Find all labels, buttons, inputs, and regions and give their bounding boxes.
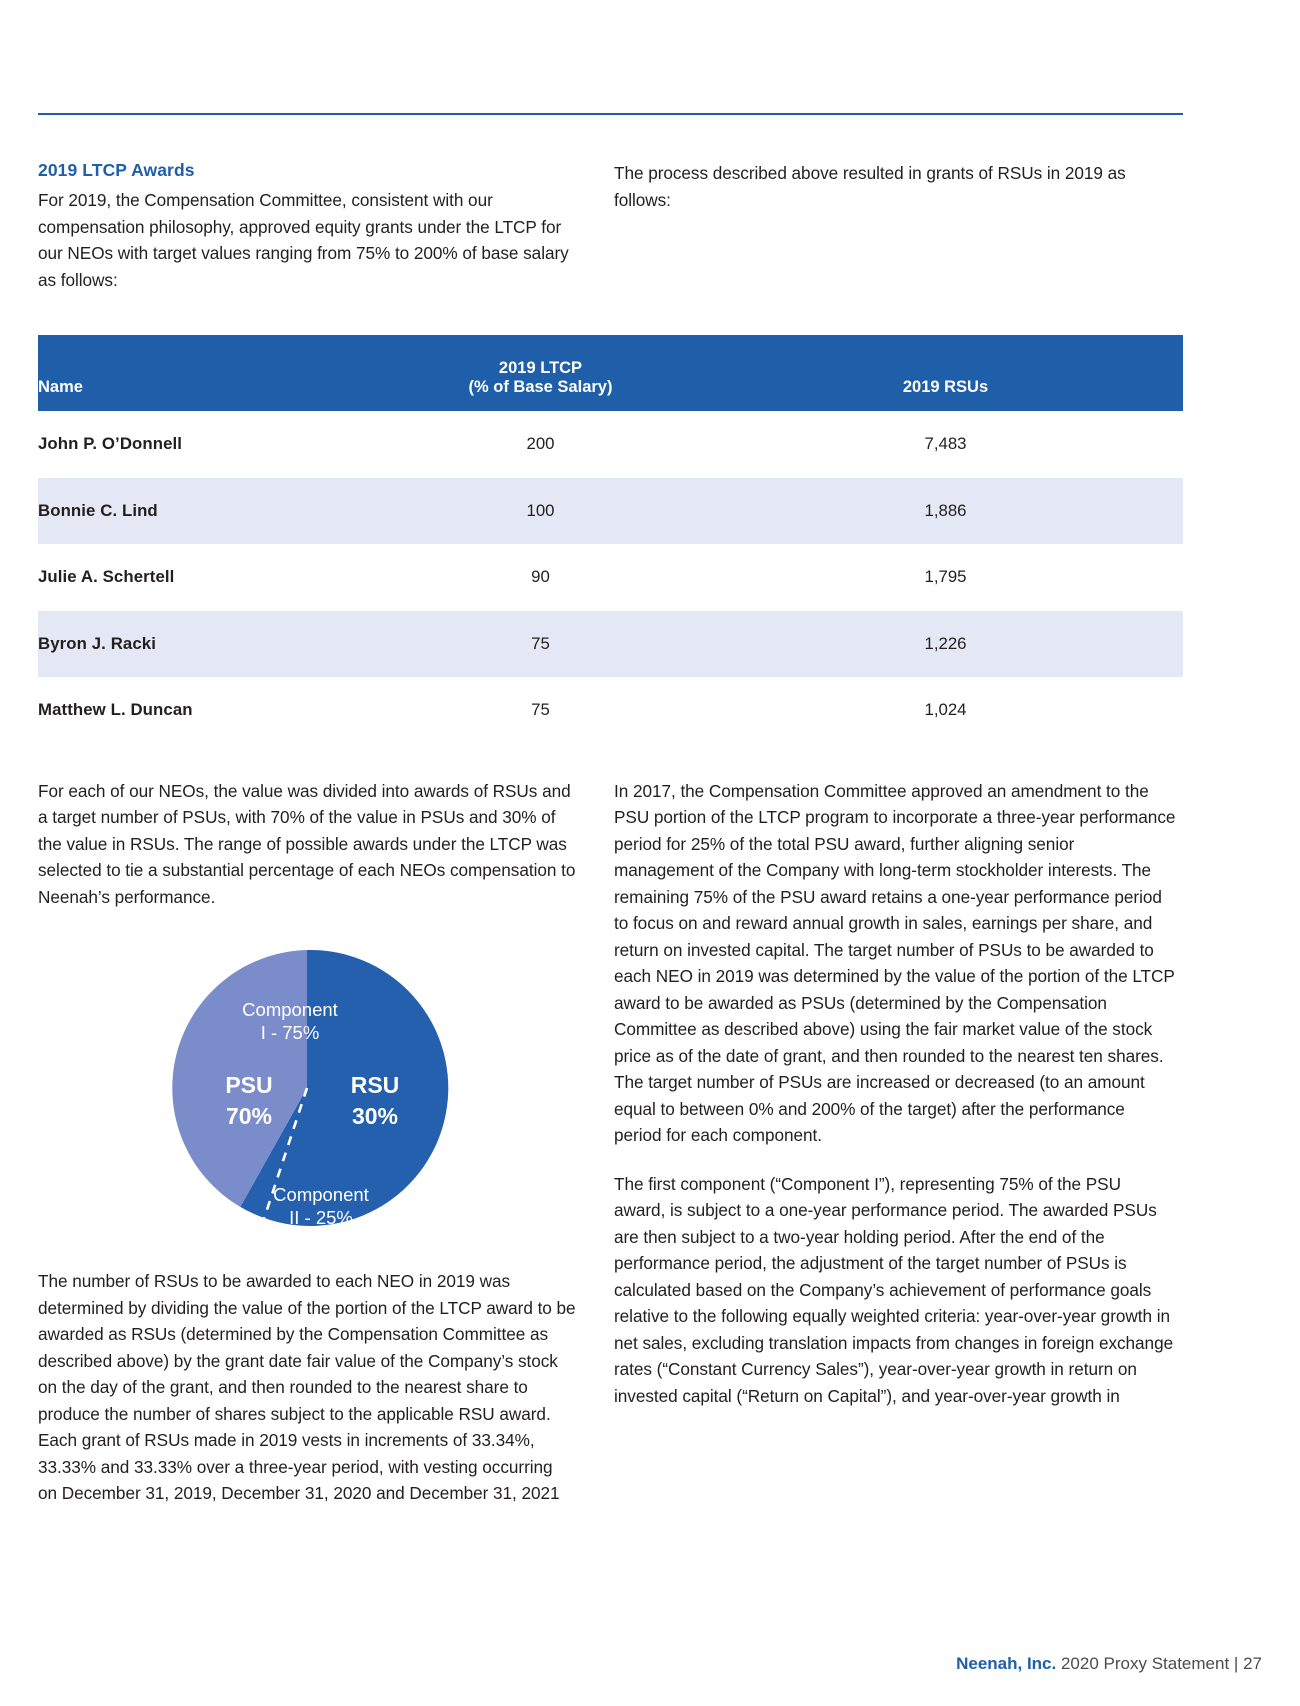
left-paragraph-1: For each of our NEOs, the value was divided into awards of RSUs and a target number of PSUs, with 70% of the value in PSUs and 30% of the value in RSUs. The range of possible awards under the LTCP was selected to tie a substantial percentage of each NEOs compensation to Neenah’s performance. — [38, 780, 576, 907]
cell-rsus: 1,024 — [708, 677, 1183, 744]
cell-ltcp-pct: 75 — [373, 677, 708, 744]
cell-name: Bonnie C. Lind — [38, 478, 373, 545]
cell-rsus: 7,483 — [708, 411, 1183, 478]
pie-label-psu-name: PSU — [225, 1072, 273, 1098]
cell-name: Matthew L. Duncan — [38, 677, 373, 744]
page-footer — [956, 1654, 1262, 1674]
footer-statement: 2020 Proxy Statement — [1060, 1654, 1230, 1673]
cell-ltcp-pct: 100 — [373, 478, 708, 545]
column-header-name-label: Name — [38, 378, 83, 396]
cell-name: Julie A. Schertell — [38, 544, 373, 611]
intro-right-column — [614, 160, 1176, 293]
table-row — [38, 544, 1183, 611]
pie-label-component-2-line2: II - 25% — [289, 1207, 353, 1228]
cell-ltcp-pct: 90 — [373, 544, 708, 611]
cell-rsus: 1,226 — [708, 611, 1183, 678]
page-title: 2019 LTCP Awards — [38, 160, 195, 180]
right-paragraph-2: The first component (“Component I”), representing 75% of the PSU award, is subject to a one-year performance period. The awarded PSUs are then subject to a two-year holding period. After the end of the performance period, the adjustment of the target number of PSUs is calculated based on the Company’s achievement of performance goals relative to the following equally weighted criteria: year-over-year growth in net sales, excluding translation impacts from changes in foreign exchange rates (“Constant Currency Sales”), year-over-year growth in return on invested capital (“Return on Capital”), and year-over-year growth in — [614, 1173, 1174, 1406]
cell-rsus: 1,795 — [708, 544, 1183, 611]
table-row — [38, 478, 1183, 545]
intro-left-column — [38, 160, 576, 293]
ltcp-awards-table — [38, 335, 1183, 744]
pie-label-rsu-name: RSU — [350, 1072, 400, 1098]
column-header-ltcp-line1: 2019 LTCP — [498, 359, 583, 377]
column-header-name — [38, 335, 373, 411]
table-row — [38, 611, 1183, 678]
column-header-ltcp — [373, 335, 708, 411]
main-left-column — [38, 778, 576, 1507]
ltcp-awards-table-wrapper — [38, 335, 1183, 744]
psu-rsu-pie-chart — [38, 938, 576, 1238]
column-header-ltcp-line2: (% of Base Salary) — [468, 378, 613, 396]
left-paragraph-2: The number of RSUs to be awarded to each NEO in 2019 was determined by dividing the value of the portion of the LTCP award to be awarded as RSUs (determined by the Compensation Committee as described above) by the grant date fair value of the Company’s stock on the day of the grant, and then rounded to the nearest share to produce the number of shares subject to the applicable RSU award. Each grant of RSUs made in 2019 vests in increments of 33.34%, 33.33% and 33.33% over a three-year period, with vesting occurring on December 31, 2019, December 31, 2020 and December 31, 2021 — [38, 1271, 576, 1503]
table-row — [38, 411, 1183, 478]
page-top-rule — [38, 113, 1183, 115]
intro-columns — [38, 160, 1183, 293]
intro-left-paragraph: For 2019, the Compensation Committee, consistent with our compensation philosophy, approved equity grants under the LTCP for our NEOs with target values ranging from 75% to 200% of base salary as follows: — [38, 190, 569, 290]
main-columns — [38, 778, 1183, 1507]
pie-label-component-2-line1: Component — [273, 1184, 369, 1205]
footer-brand: Neenah, Inc. — [956, 1654, 1057, 1673]
intro-right-paragraph: The process described above resulted in grants of RSUs in 2019 as follows: — [614, 163, 1126, 210]
cell-ltcp-pct: 75 — [373, 611, 708, 678]
pie-label-psu-value: 70% — [225, 1103, 273, 1129]
footer-page-number: 27 — [1243, 1654, 1262, 1673]
pie-chart-svg — [157, 938, 457, 1238]
footer-separator: | — [1233, 1654, 1239, 1673]
cell-rsus: 1,886 — [708, 478, 1183, 545]
main-right-column — [614, 778, 1176, 1507]
column-header-rsus — [708, 335, 1183, 411]
cell-ltcp-pct: 200 — [373, 411, 708, 478]
table-row — [38, 677, 1183, 744]
table-header-row — [38, 335, 1183, 411]
pie-label-rsu-value: 30% — [351, 1103, 399, 1129]
column-header-rsus-label: 2019 RSUs — [902, 378, 989, 396]
pie-label-component-1-line1: Component — [242, 999, 338, 1020]
table-header — [38, 335, 1183, 411]
right-paragraph-1: In 2017, the Compensation Committee approved an amendment to the PSU portion of the LTCP program to incorporate a three-year performance period for 25% of the total PSU award, further aligning senior management of the Company with long-term stockholder interests. The remaining 75% of the PSU award retains a one-year performance period to focus on and reward annual growth in sales, earnings per share, and return on invested capital. The target number of PSUs to be awarded to each NEO in 2019 was determined by the value of the portion of the LTCP award to be awarded as PSUs (determined by the Compensation Committee as described above) using the fair market value of the stock price as of the date of grant, and then rounded to the nearest ten shares. The target number of PSUs are increased or decreased (to an amount equal to between 0% and 200% of the target) after the performance period for each component. — [614, 780, 1176, 1145]
pie-chart-graphic — [157, 938, 457, 1238]
page-content — [38, 160, 1183, 1507]
cell-name: Byron J. Racki — [38, 611, 373, 678]
cell-name: John P. O’Donnell — [38, 411, 373, 478]
pie-label-component-1-line2: I - 75% — [260, 1022, 320, 1043]
table-body — [38, 411, 1183, 744]
